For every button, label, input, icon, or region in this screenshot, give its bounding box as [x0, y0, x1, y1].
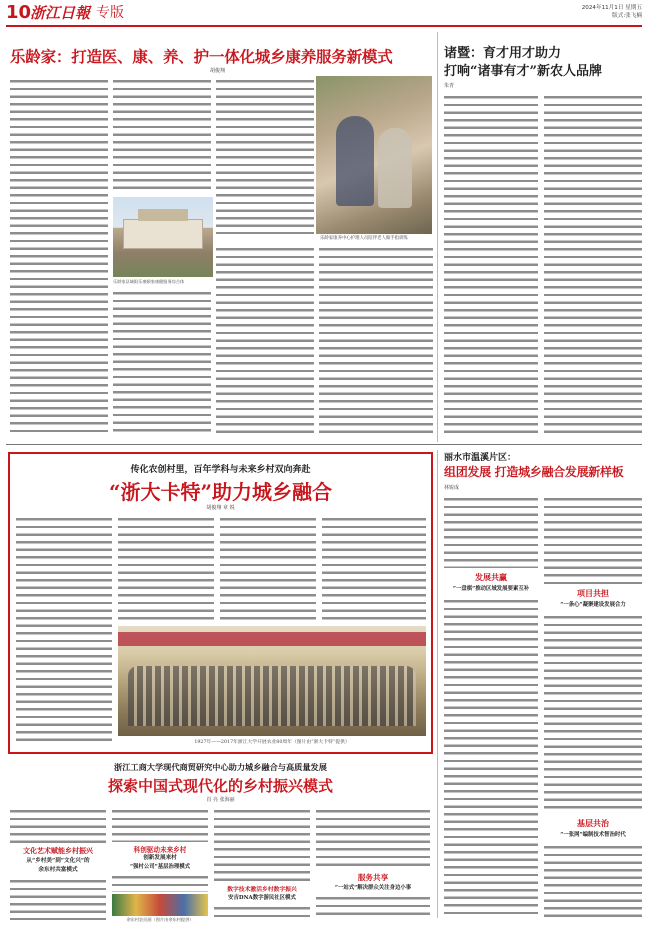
right-top-title-2: 打响“诸事有才”新农人品牌 — [444, 64, 602, 79]
lead-article-column-1 — [10, 76, 108, 436]
right-mid-byline: 林锐成 — [444, 485, 460, 491]
bottom-column-2b — [112, 872, 208, 892]
bottom-subhead-4a: 服务共享 — [357, 873, 389, 882]
bottom-article-byline: 肖 亮 张海丽 — [206, 797, 235, 803]
right-top-title-1: 诸暨：育才用才助力 — [444, 46, 562, 61]
column-divider — [437, 450, 438, 918]
bottom-subhead-1a: 文化艺术赋能乡村振兴 — [23, 846, 93, 855]
bottom-column-2a — [112, 806, 208, 842]
right-mid-column-2c — [544, 842, 642, 918]
feature-column-2 — [118, 514, 214, 622]
bottom-column-1b — [10, 876, 106, 920]
lead-article-column-2b — [113, 288, 211, 436]
bottom-subhead-1c: 余东村共富模式 — [38, 867, 78, 873]
feature-column-1 — [16, 514, 112, 746]
lead-photo-facility-caption: 乐龄家县域阳乐康颐家康健服务综合体 — [113, 279, 185, 284]
lead-photo-facility — [113, 197, 213, 277]
right-top-column-1 — [444, 92, 538, 438]
column-divider — [437, 32, 438, 442]
bottom-subhead-2a: 科创驱动未来乡村 — [133, 846, 187, 854]
bottom-photo-caption: 余东村农民画（图片由余东村提供） — [126, 917, 194, 922]
bottom-subhead-3b: 安吉DNA数字游民社区模式 — [228, 895, 296, 901]
bottom-article-kicker: 浙江工商大学现代商贸研究中心助力城乡融合与高质量发展 — [114, 762, 327, 772]
person-figure — [378, 128, 412, 208]
lead-article-byline: 胡俊翔 — [210, 68, 226, 74]
lead-article-column-2 — [113, 76, 211, 193]
feature-photo-caption: 1927年——2017年浙江大学开展农业80周年（图片由“浙大卡特”提供） — [194, 740, 350, 745]
lead-photo-caregiver — [316, 76, 432, 234]
photo-banner — [118, 632, 426, 646]
right-mid-subhead-6: “一张网”编制技术智治时代 — [560, 832, 626, 838]
newspaper-name: 浙江日報 — [30, 4, 91, 22]
right-mid-subhead-2: “一盘棋”推动区域发展要素互补 — [452, 586, 530, 592]
bottom-subhead-1b: 从“乡村美”到“文化兴”的 — [26, 858, 90, 864]
right-top-column-2 — [544, 92, 642, 438]
page-editor: 版式:张飞楠 — [612, 13, 642, 19]
bottom-subhead-3a: 数字技术激活乡村数字振兴 — [227, 887, 297, 893]
building-shape — [123, 219, 203, 249]
bottom-column-4b — [316, 893, 430, 919]
lead-article-title: 乐龄家：打造医、康、养、护一体化城乡康养服务新模式 — [10, 47, 393, 66]
feature-title: “浙大卡特”助力城乡融合 — [108, 480, 332, 504]
bottom-column-3b — [214, 903, 310, 919]
feature-column-4 — [322, 514, 426, 622]
right-mid-column-2b — [544, 612, 642, 812]
feature-column-3 — [220, 514, 316, 622]
right-mid-subhead-1: 发展共赢 — [475, 572, 507, 582]
lead-article-column-3 — [216, 76, 314, 234]
bottom-subhead-2b: 创新发展来村 — [143, 855, 177, 861]
page-header — [6, 3, 642, 23]
right-mid-column-1b — [444, 596, 538, 918]
right-mid-title-2: 组团发展 打造城乡融合发展新样板 — [444, 465, 624, 479]
bottom-subhead-4b: “一站式”解决群众关注身边小事 — [334, 885, 412, 891]
lead-article-column-4 — [319, 244, 433, 436]
right-mid-subhead-3: 项目共担 — [577, 588, 609, 598]
right-mid-title-1: 丽水市温溪片区： — [444, 453, 517, 463]
person-figure — [336, 116, 374, 206]
bottom-column-3a — [214, 806, 310, 882]
right-mid-subhead-5: 基层共治 — [577, 818, 609, 828]
feature-byline: 胡俊翔 章 锐 — [206, 505, 235, 511]
lead-photo-caregiver-caption: 乐龄家康养中心护理人员陪伴老人做手指训练 — [320, 236, 408, 241]
photo-crowd — [128, 666, 416, 726]
right-top-byline: 朱青 — [444, 83, 455, 89]
right-mid-column-1a — [444, 494, 538, 568]
page-number: 10 — [6, 2, 32, 23]
feature-kicker: 传化农创村里，百年学科与未来乡村双向奔赴 — [130, 465, 311, 475]
building-shape — [138, 209, 188, 221]
lead-article-column-3b — [216, 244, 314, 436]
bottom-column-1a — [10, 806, 106, 844]
bottom-article-title: 探索中国式现代化的乡村振兴模式 — [107, 777, 333, 795]
right-mid-column-2a — [544, 494, 642, 584]
section-divider — [6, 444, 642, 445]
bottom-subhead-2c: “强村公司”基层治理模式 — [129, 864, 191, 870]
bottom-column-4a — [316, 806, 430, 870]
issue-date: 2024年11月1日 星期五 — [581, 5, 642, 11]
header-rule — [6, 25, 642, 27]
feature-photo — [118, 626, 426, 736]
section-label: 专版 — [96, 5, 124, 21]
bottom-photo-folk-painting — [112, 894, 208, 916]
right-mid-subhead-4: “一条心”凝聚建设发展合力 — [560, 602, 626, 608]
